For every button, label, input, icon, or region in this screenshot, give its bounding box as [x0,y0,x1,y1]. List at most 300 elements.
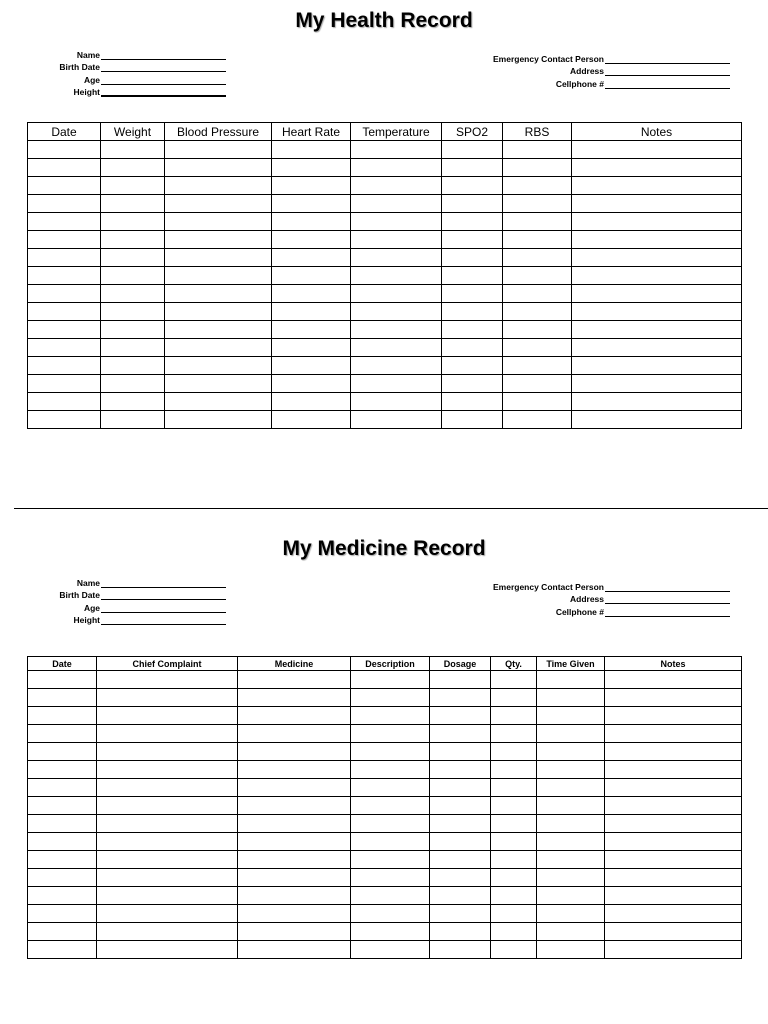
table-cell[interactable] [351,357,442,375]
table-cell[interactable] [97,779,238,797]
table-cell[interactable] [101,195,165,213]
table-cell[interactable] [503,321,572,339]
table-cell[interactable] [442,177,503,195]
table-cell[interactable] [605,815,742,833]
table-cell[interactable] [430,761,491,779]
table-cell[interactable] [491,707,537,725]
table-cell[interactable] [97,833,238,851]
table-cell[interactable] [101,213,165,231]
table-row [28,285,742,303]
table-cell[interactable] [537,797,605,815]
field-label-address: Address [569,66,604,76]
table-cell[interactable] [503,231,572,249]
cellphone-field[interactable] [605,607,730,617]
table-cell[interactable] [238,671,351,689]
table-cell[interactable] [28,339,101,357]
table-cell[interactable] [28,743,97,761]
table-cell[interactable] [28,249,101,267]
table-cell[interactable] [28,689,97,707]
field-row-height [0,85,226,98]
table-cell[interactable] [572,231,742,249]
table-cell[interactable] [351,761,430,779]
table-cell[interactable] [491,905,537,923]
table-cell[interactable] [572,303,742,321]
table-cell[interactable] [572,285,742,303]
table-cell[interactable] [430,671,491,689]
field-label-birth-date: Birth Date [59,590,100,600]
table-cell[interactable] [351,393,442,411]
table-cell[interactable] [272,411,351,429]
table-cell[interactable] [537,707,605,725]
table-cell[interactable] [605,671,742,689]
table-cell[interactable] [503,375,572,393]
table-cell[interactable] [503,303,572,321]
table-cell[interactable] [605,797,742,815]
table-cell[interactable] [605,725,742,743]
table-cell[interactable] [238,905,351,923]
table-cell[interactable] [537,779,605,797]
table-cell[interactable] [97,689,238,707]
table-cell[interactable] [238,725,351,743]
table-row [28,905,742,923]
table-cell[interactable] [165,177,272,195]
table-cell[interactable] [537,761,605,779]
table-cell[interactable] [238,887,351,905]
table-cell[interactable] [351,941,430,959]
table-cell[interactable] [351,213,442,231]
table-cell[interactable] [28,761,97,779]
table-cell[interactable] [442,285,503,303]
table-cell[interactable] [503,141,572,159]
table-cell[interactable] [101,303,165,321]
table-cell[interactable] [572,339,742,357]
table-cell[interactable] [430,851,491,869]
table-cell[interactable] [351,177,442,195]
table-cell[interactable] [430,743,491,761]
table-cell[interactable] [28,887,97,905]
table-cell[interactable] [442,393,503,411]
table-cell[interactable] [442,411,503,429]
name-field[interactable] [101,50,226,60]
table-cell[interactable] [28,815,97,833]
table-cell[interactable] [238,797,351,815]
table-cell[interactable] [491,833,537,851]
table-cell[interactable] [351,321,442,339]
birth-date-field[interactable] [101,62,226,72]
field-label-address: Address [569,594,604,604]
table-cell[interactable] [537,725,605,743]
table-cell[interactable] [537,851,605,869]
table-cell[interactable] [28,195,101,213]
table-cell[interactable] [272,285,351,303]
table-cell[interactable] [503,213,572,231]
table-cell[interactable] [165,357,272,375]
table-cell[interactable] [351,779,430,797]
table-cell[interactable] [442,195,503,213]
table-cell[interactable] [272,303,351,321]
table-cell[interactable] [351,887,430,905]
table-cell[interactable] [351,689,430,707]
height-field[interactable] [101,615,226,625]
table-cell[interactable] [491,671,537,689]
column-header-heart-rate: Heart Rate [272,123,351,141]
table-cell[interactable] [28,905,97,923]
table-cell[interactable] [572,195,742,213]
table-cell[interactable] [491,815,537,833]
table-cell[interactable] [442,321,503,339]
table-cell[interactable] [491,941,537,959]
table-cell[interactable] [165,231,272,249]
table-cell[interactable] [351,707,430,725]
table-cell[interactable] [491,797,537,815]
table-cell[interactable] [165,141,272,159]
field-row-name [0,47,226,60]
field-label-cellphone: Cellphone # [555,606,604,617]
table-cell[interactable] [165,159,272,177]
table-cell[interactable] [605,941,742,959]
table-cell[interactable] [165,267,272,285]
table-cell[interactable] [28,725,97,743]
table-cell[interactable] [442,357,503,375]
table-cell[interactable] [503,285,572,303]
table-cell[interactable] [605,743,742,761]
table-cell[interactable] [101,375,165,393]
table-cell[interactable] [28,267,101,285]
table-cell[interactable] [238,743,351,761]
table-cell[interactable] [272,177,351,195]
table-cell[interactable] [491,725,537,743]
table-cell[interactable] [28,833,97,851]
table-cell[interactable] [491,761,537,779]
table-cell[interactable] [442,141,503,159]
field-label-emergency-contact: Emergency Contact Person [492,581,604,592]
table-cell[interactable] [28,159,101,177]
table-cell[interactable] [430,887,491,905]
table-cell[interactable] [165,195,272,213]
table-cell[interactable] [28,671,97,689]
table-cell[interactable] [165,321,272,339]
table-row [28,761,742,779]
table-cell[interactable] [605,869,742,887]
medicine-table-header [28,657,742,671]
table-cell[interactable] [572,321,742,339]
table-cell[interactable] [572,267,742,285]
table-cell[interactable] [430,815,491,833]
table-cell[interactable] [97,707,238,725]
table-cell[interactable] [97,869,238,887]
table-cell[interactable] [351,671,430,689]
table-cell[interactable] [537,815,605,833]
table-cell[interactable] [165,393,272,411]
table-cell[interactable] [430,905,491,923]
table-cell[interactable] [572,375,742,393]
table-cell[interactable] [537,869,605,887]
table-cell[interactable] [97,923,238,941]
table-cell[interactable] [28,411,101,429]
table-cell[interactable] [101,339,165,357]
table-cell[interactable] [503,195,572,213]
table-cell[interactable] [28,941,97,959]
table-cell[interactable] [572,213,742,231]
table-cell[interactable] [97,887,238,905]
table-cell[interactable] [491,689,537,707]
table-cell[interactable] [272,339,351,357]
table-cell[interactable] [238,815,351,833]
age-field[interactable] [101,75,226,85]
table-cell[interactable] [442,231,503,249]
table-cell[interactable] [97,761,238,779]
table-cell[interactable] [28,303,101,321]
table-cell[interactable] [605,689,742,707]
table-cell[interactable] [165,249,272,267]
table-cell[interactable] [537,941,605,959]
table-cell[interactable] [272,213,351,231]
table-cell[interactable] [28,869,97,887]
table-cell[interactable] [351,905,430,923]
field-row-age [0,600,226,613]
table-cell[interactable] [28,779,97,797]
field-row-emergency-contact [492,51,730,64]
table-cell[interactable] [28,393,101,411]
table-cell[interactable] [28,213,101,231]
table-cell[interactable] [28,141,101,159]
table-cell[interactable] [351,231,442,249]
field-row-address [492,64,730,77]
table-cell[interactable] [272,321,351,339]
table-cell[interactable] [101,357,165,375]
table-cell[interactable] [430,869,491,887]
table-cell[interactable] [351,141,442,159]
table-cell[interactable] [272,267,351,285]
table-cell[interactable] [101,321,165,339]
table-cell[interactable] [430,779,491,797]
table-cell[interactable] [442,267,503,285]
table-cell[interactable] [351,285,442,303]
table-cell[interactable] [351,267,442,285]
table-cell[interactable] [272,159,351,177]
table-cell[interactable] [28,285,101,303]
table-cell[interactable] [351,339,442,357]
table-cell[interactable] [165,285,272,303]
table-cell[interactable] [28,177,101,195]
table-row [28,159,742,177]
table-cell[interactable] [101,177,165,195]
table-cell[interactable] [537,905,605,923]
emergency-contact-field[interactable] [605,54,730,64]
table-cell[interactable] [101,159,165,177]
column-header-notes: Notes [605,657,742,671]
table-cell[interactable] [238,689,351,707]
column-header-time-given: Time Given [537,657,605,671]
table-cell[interactable] [572,411,742,429]
table-cell[interactable] [491,851,537,869]
table-cell[interactable] [503,249,572,267]
table-cell[interactable] [97,851,238,869]
table-cell[interactable] [442,303,503,321]
table-cell[interactable] [430,833,491,851]
table-cell[interactable] [351,797,430,815]
table-cell[interactable] [28,923,97,941]
table-cell[interactable] [442,339,503,357]
table-cell[interactable] [28,321,101,339]
table-cell[interactable] [272,249,351,267]
table-cell[interactable] [503,159,572,177]
medicine-record-title: My Medicine Record [282,537,486,560]
table-row [28,797,742,815]
height-field[interactable] [101,86,226,97]
table-cell[interactable] [430,923,491,941]
column-header-date: Date [28,123,101,141]
column-header-notes: Notes [572,123,742,141]
table-cell[interactable] [238,941,351,959]
table-cell[interactable] [28,231,101,249]
table-cell[interactable] [491,779,537,797]
table-cell[interactable] [503,411,572,429]
table-row [28,707,742,725]
table-cell[interactable] [605,707,742,725]
table-cell[interactable] [503,357,572,375]
table-cell[interactable] [165,303,272,321]
table-cell[interactable] [605,833,742,851]
table-cell[interactable] [272,141,351,159]
table-cell[interactable] [165,339,272,357]
table-cell[interactable] [238,869,351,887]
table-cell[interactable] [605,851,742,869]
table-cell[interactable] [28,357,101,375]
table-cell[interactable] [238,923,351,941]
table-cell[interactable] [572,177,742,195]
table-cell[interactable] [97,905,238,923]
table-cell[interactable] [537,671,605,689]
table-cell[interactable] [537,743,605,761]
table-cell[interactable] [572,141,742,159]
column-header-chief-complaint: Chief Complaint [97,657,238,671]
table-cell[interactable] [97,815,238,833]
emergency-contact-field[interactable] [605,582,730,592]
table-cell[interactable] [537,689,605,707]
table-cell[interactable] [101,411,165,429]
name-field[interactable] [101,578,226,588]
table-cell[interactable] [28,797,97,815]
table-cell[interactable] [537,833,605,851]
table-cell[interactable] [537,887,605,905]
table-row [28,249,742,267]
table-cell[interactable] [430,797,491,815]
table-cell[interactable] [165,411,272,429]
table-cell[interactable] [442,159,503,177]
table-cell[interactable] [537,923,605,941]
table-cell[interactable] [97,671,238,689]
table-cell[interactable] [351,815,430,833]
table-cell[interactable] [238,851,351,869]
table-row [28,303,742,321]
table-cell[interactable] [351,249,442,267]
table-cell[interactable] [272,195,351,213]
table-cell[interactable] [238,779,351,797]
table-cell[interactable] [97,797,238,815]
table-cell[interactable] [503,267,572,285]
table-cell[interactable] [442,375,503,393]
cellphone-field[interactable] [605,79,730,89]
table-cell[interactable] [351,851,430,869]
table-cell[interactable] [101,285,165,303]
table-cell[interactable] [238,833,351,851]
table-cell[interactable] [503,177,572,195]
table-cell[interactable] [238,761,351,779]
table-cell[interactable] [442,249,503,267]
table-cell[interactable] [351,869,430,887]
table-cell[interactable] [491,869,537,887]
table-cell[interactable] [491,887,537,905]
table-cell[interactable] [430,725,491,743]
table-cell[interactable] [272,393,351,411]
table-row [28,357,742,375]
table-cell[interactable] [572,249,742,267]
table-cell[interactable] [165,213,272,231]
table-cell[interactable] [351,743,430,761]
table-cell[interactable] [28,375,101,393]
table-cell[interactable] [28,707,97,725]
table-cell[interactable] [572,159,742,177]
table-cell[interactable] [491,923,537,941]
table-cell[interactable] [101,393,165,411]
table-cell[interactable] [430,941,491,959]
table-cell[interactable] [430,689,491,707]
table-cell[interactable] [101,141,165,159]
table-cell[interactable] [442,213,503,231]
table-cell[interactable] [351,195,442,213]
age-field[interactable] [101,603,226,613]
table-cell[interactable] [605,887,742,905]
table-cell[interactable] [503,339,572,357]
table-cell[interactable] [351,725,430,743]
table-cell[interactable] [272,231,351,249]
table-cell[interactable] [351,833,430,851]
table-cell[interactable] [430,707,491,725]
table-cell[interactable] [101,249,165,267]
table-cell[interactable] [605,923,742,941]
table-cell[interactable] [351,923,430,941]
table-cell[interactable] [351,411,442,429]
field-row-address [492,592,730,605]
table-cell[interactable] [572,393,742,411]
table-cell[interactable] [351,159,442,177]
table-cell[interactable] [97,743,238,761]
table-cell[interactable] [101,231,165,249]
table-cell[interactable] [238,707,351,725]
table-cell[interactable] [101,267,165,285]
table-cell[interactable] [165,375,272,393]
table-cell[interactable] [97,941,238,959]
table-cell[interactable] [97,725,238,743]
table-cell[interactable] [351,303,442,321]
table-cell[interactable] [503,393,572,411]
table-cell[interactable] [28,851,97,869]
table-cell[interactable] [605,761,742,779]
table-cell[interactable] [572,357,742,375]
address-field[interactable] [605,66,730,76]
table-cell[interactable] [351,375,442,393]
address-field[interactable] [605,594,730,604]
table-row [28,141,742,159]
table-cell[interactable] [605,779,742,797]
table-cell[interactable] [605,905,742,923]
field-label-name: Name [76,577,100,588]
table-cell[interactable] [272,375,351,393]
birth-date-field[interactable] [101,590,226,600]
table-cell[interactable] [491,743,537,761]
table-cell[interactable] [272,357,351,375]
